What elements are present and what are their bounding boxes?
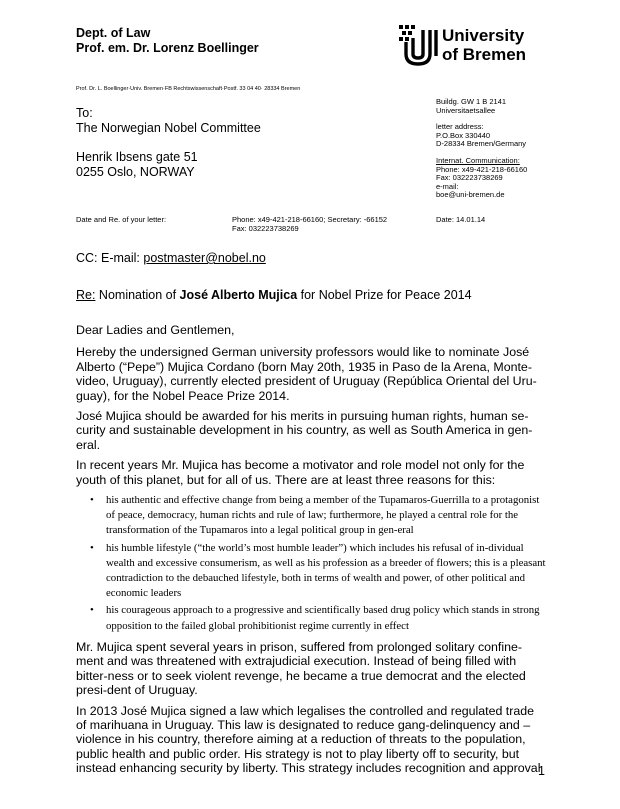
paragraph: In 2013 José Mujica signed a law which legalises the controlled and regulated trade of marihuana in Uruguay. This law is designated to reduce gang-delinquency and – violence in his country, therefore aiming at a reduction of threats to the population, public health and public order. His strategy is not to play liberty off to security, but instead enhancing security by liberty. This strategy includes recognition and approval	[76, 703, 541, 776]
professor-name: Prof. em. Dr. Lorenz Boellinger	[76, 41, 259, 55]
letter-date: Date: 14.01.14	[436, 215, 486, 224]
letter-address-label: letter address:	[436, 122, 484, 132]
fax: Fax: 032223738269	[436, 173, 503, 183]
nominee-name: José Alberto Mujica	[179, 288, 298, 302]
paragraph: José Mujica should be awarded for his merits in pursuing human rights, human se-curity and sustainable development in his country, as well as South America in gen-eral.	[76, 409, 533, 452]
email-label: e-mail:	[436, 181, 459, 191]
list-item: • his authentic and effective change from being a member of the Tupamaros-Guerrilla to a protagonist of peace, democracy, human richts and rule of law; furthermore, he played a central role for the transformation of the Tupamaros into a legal political group in gen-eral	[106, 493, 546, 539]
list-item: • his humble lifestyle (“the world’s most humble leader”) which includes his refusal of in-dividual wealth and excessive consumerism, as well as his profession as a breeder of flowers; this is a pleasant contradiction to the debauched lifestyle, both in terms of wealth and power, of other political and economic leaders	[106, 541, 546, 602]
phone: Phone: x49-421-218-66160	[436, 164, 528, 174]
subject-line: Re: Nomination of José Alberto Mujica for Nobel Prize for Peace 2014	[76, 288, 472, 302]
salutation: Dear Ladies and Gentlemen,	[76, 323, 235, 337]
to-label: To:	[76, 106, 93, 120]
university-name: University of Bremen	[442, 26, 527, 64]
university-logo-icon	[398, 24, 440, 66]
postal: D-28334 Bremen/Germany	[436, 139, 527, 149]
pobox: P.O.Box 330440	[436, 130, 491, 140]
email: boe@uni-bremen.de	[436, 190, 505, 200]
sender-header	[76, 26, 259, 56]
university-logo	[398, 24, 548, 74]
department: Dept. of Law	[76, 26, 151, 40]
paragraph: Hereby the undersigned German university professors would like to nominate José Alberto (“Pepe”) Mujica Cordano (born May 20th, 1935 in Paso de la Arena, Monte-video, Uruguay), currently elected president of Uruguay (República Oriental del Uru-guay), for the Nobel Peace Prize 2014.	[76, 345, 537, 403]
recipient-name: The Norwegian Nobel Committee	[76, 121, 261, 135]
recipient-street: Henrik Ibsens gate 51	[76, 150, 198, 164]
cc-label: CC: E-mail:	[76, 251, 144, 265]
ref-phone: Phone: x49-421-218-66160; Secretary: -66152 Fax: 032223738269	[232, 215, 388, 233]
street: Universitaetsallee	[436, 105, 496, 115]
date-ref-label: Date and Re. of your letter:	[76, 215, 167, 224]
intl-communication-label: Internat. Communication:	[436, 155, 520, 165]
page-number: 1	[538, 764, 545, 778]
sender-return-line: Prof. Dr. L. Boellinger·Univ. Bremen·FB Rechtswissenschaft·Postf. 33 04 40· 28334 Bremen	[76, 86, 301, 92]
list-item: • his courageous approach to a progressive and scientifically based drug policy which stands in strong opposition to the failed global prohibitionist regime currently in effect	[106, 603, 546, 633]
contact-block	[436, 98, 606, 200]
letter-body	[76, 323, 546, 782]
paragraph: In recent years Mr. Mujica has become a motivator and role model not only for the youth of this planet, but for all of us. There are at least three reasons for this:	[76, 458, 525, 487]
re-label: Re:	[76, 288, 96, 302]
recipient-city: 0255 Oslo, NORWAY	[76, 165, 195, 179]
paragraph: Mr. Mujica spent several years in prison, suffered from prolonged solitary confine-ment and was threatened with extrajudicial execution. Instead of being filled with bitter-ness or to seek violent revenge, he became a true democrat and the elected presi-dent of Uruguay.	[76, 639, 526, 698]
building: Buildg. GW 1 B 2141	[436, 97, 507, 106]
cc-line	[76, 251, 266, 265]
cc-email-link[interactable]: postmaster@nobel.no	[143, 251, 266, 265]
reasons-list	[76, 493, 546, 634]
recipient-address	[76, 106, 261, 180]
